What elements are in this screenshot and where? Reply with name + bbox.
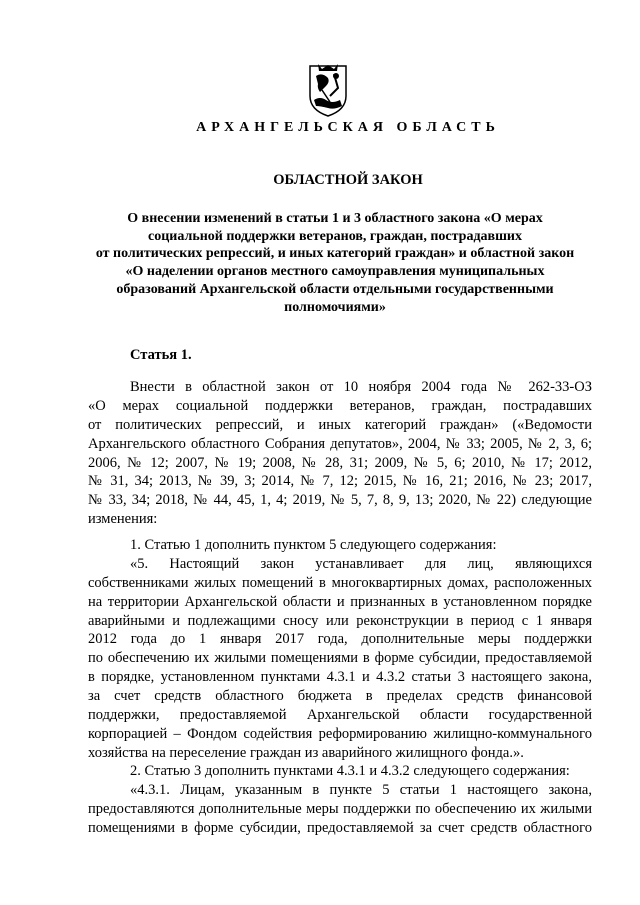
text-line: «О мерах социальной поддержки ветеранов, граждан, пострадавших (88, 397, 592, 414)
law-title (82, 210, 588, 316)
title-line: от политических репрессий, и иных категорий граждан» и областной закон (95, 246, 575, 262)
text-line: по обеспечению их жилыми помещениями в форме субсидии, предоставляемой (88, 650, 592, 667)
text-line: собственниками жилых помещений в многоквартирных домах, расположенных (88, 574, 592, 591)
text-line: корпорацией – Фондом содействия реформированию жилищно-коммунального (88, 725, 592, 742)
paragraph-point-1 (88, 536, 592, 763)
text-line: 1. Статью 1 дополнить пунктом 5 следующего содержания: (130, 537, 497, 553)
title-line: «О наделении органов местного самоуправления муниципальных (125, 264, 545, 280)
text-line: 2. Статью 3 дополнить пунктами 4.3.1 и 4.3.2 следующего содержания: (130, 763, 570, 779)
paragraph-amendment-intro (88, 378, 592, 529)
text-line: помещениями в форме субсидии, предоставляемой за счет средств областного (88, 819, 592, 836)
coat-of-arms-icon (300, 62, 356, 118)
text-line: № 33, 34; 2018, № 44, 45, 1, 4; 2019, № 5, 7, 8, 9, 13; 2020, № 22) следующие (88, 492, 592, 509)
text-line: Архангельского областного Собрания депутатов», 2004, № 33; 2005, № 2, 3, 6; (88, 435, 592, 452)
text-line: от политических репрессий, и иных категорий граждан» («Ведомости (88, 416, 592, 433)
text-line: изменения: (88, 511, 158, 528)
title-line: социальной поддержки ветеранов, граждан, пострадавших (148, 228, 522, 244)
text-line: 2012 года до 1 января 2017 года, дополнительные меры поддержки (88, 631, 592, 648)
text-line: «5. Настоящий закон устанавливает для лиц, являющихся (130, 555, 592, 572)
law-type: ОБЛАСТНОЙ ЗАКОН (273, 172, 423, 188)
title-line: О внесении изменений в статьи 1 и 3 областного закона «О мерах (127, 211, 543, 226)
text-line: № 31, 34; 2013, № 39, 3; 2014, № 7, 12; 2015, № 16, 21; 2016, № 23; 2017, (88, 473, 592, 490)
text-line: хозяйства на переселение граждан из аварийного жилищного фонда.». (88, 744, 524, 761)
text-line: в порядке, установленном пунктами 4.3.1 и 4.3.2 статьи 3 настоящего закона, (88, 669, 592, 686)
title-line: полномочиями» (284, 299, 386, 315)
title-line: образований Архангельской области отдельными государственными (116, 281, 554, 297)
text-line: за счет средств областного бюджета в пределах средств финансовой (88, 688, 592, 705)
text-line: 2006, № 12; 2007, № 19; 2008, № 28, 31; 2009, № 5, 6; 2010, № 17; 2012, (88, 454, 592, 471)
text-line: предоставляются дополнительные меры поддержки по обеспечению их жилыми (88, 800, 592, 817)
text-line: «4.3.1. Лицам, указанным в пункте 5 статьи 1 настоящего закона, (130, 781, 592, 798)
paragraph-point-2 (88, 762, 592, 838)
text-line: поддержки, предоставляемой Архангельской области государственной (88, 707, 592, 724)
text-line: аварийными и подлежащими сносу или реконструкции в период с 1 января (88, 612, 592, 629)
article-heading: Статья 1. (130, 347, 192, 363)
text-line: на территории Архангельской области и признанных в установленном порядке (88, 593, 592, 610)
text-line: Внести в областной закон от 10 ноября 2004 года № 262-33-ОЗ (130, 379, 592, 395)
region-name: АРХАНГЕЛЬСКАЯ ОБЛАСТЬ (196, 120, 500, 135)
